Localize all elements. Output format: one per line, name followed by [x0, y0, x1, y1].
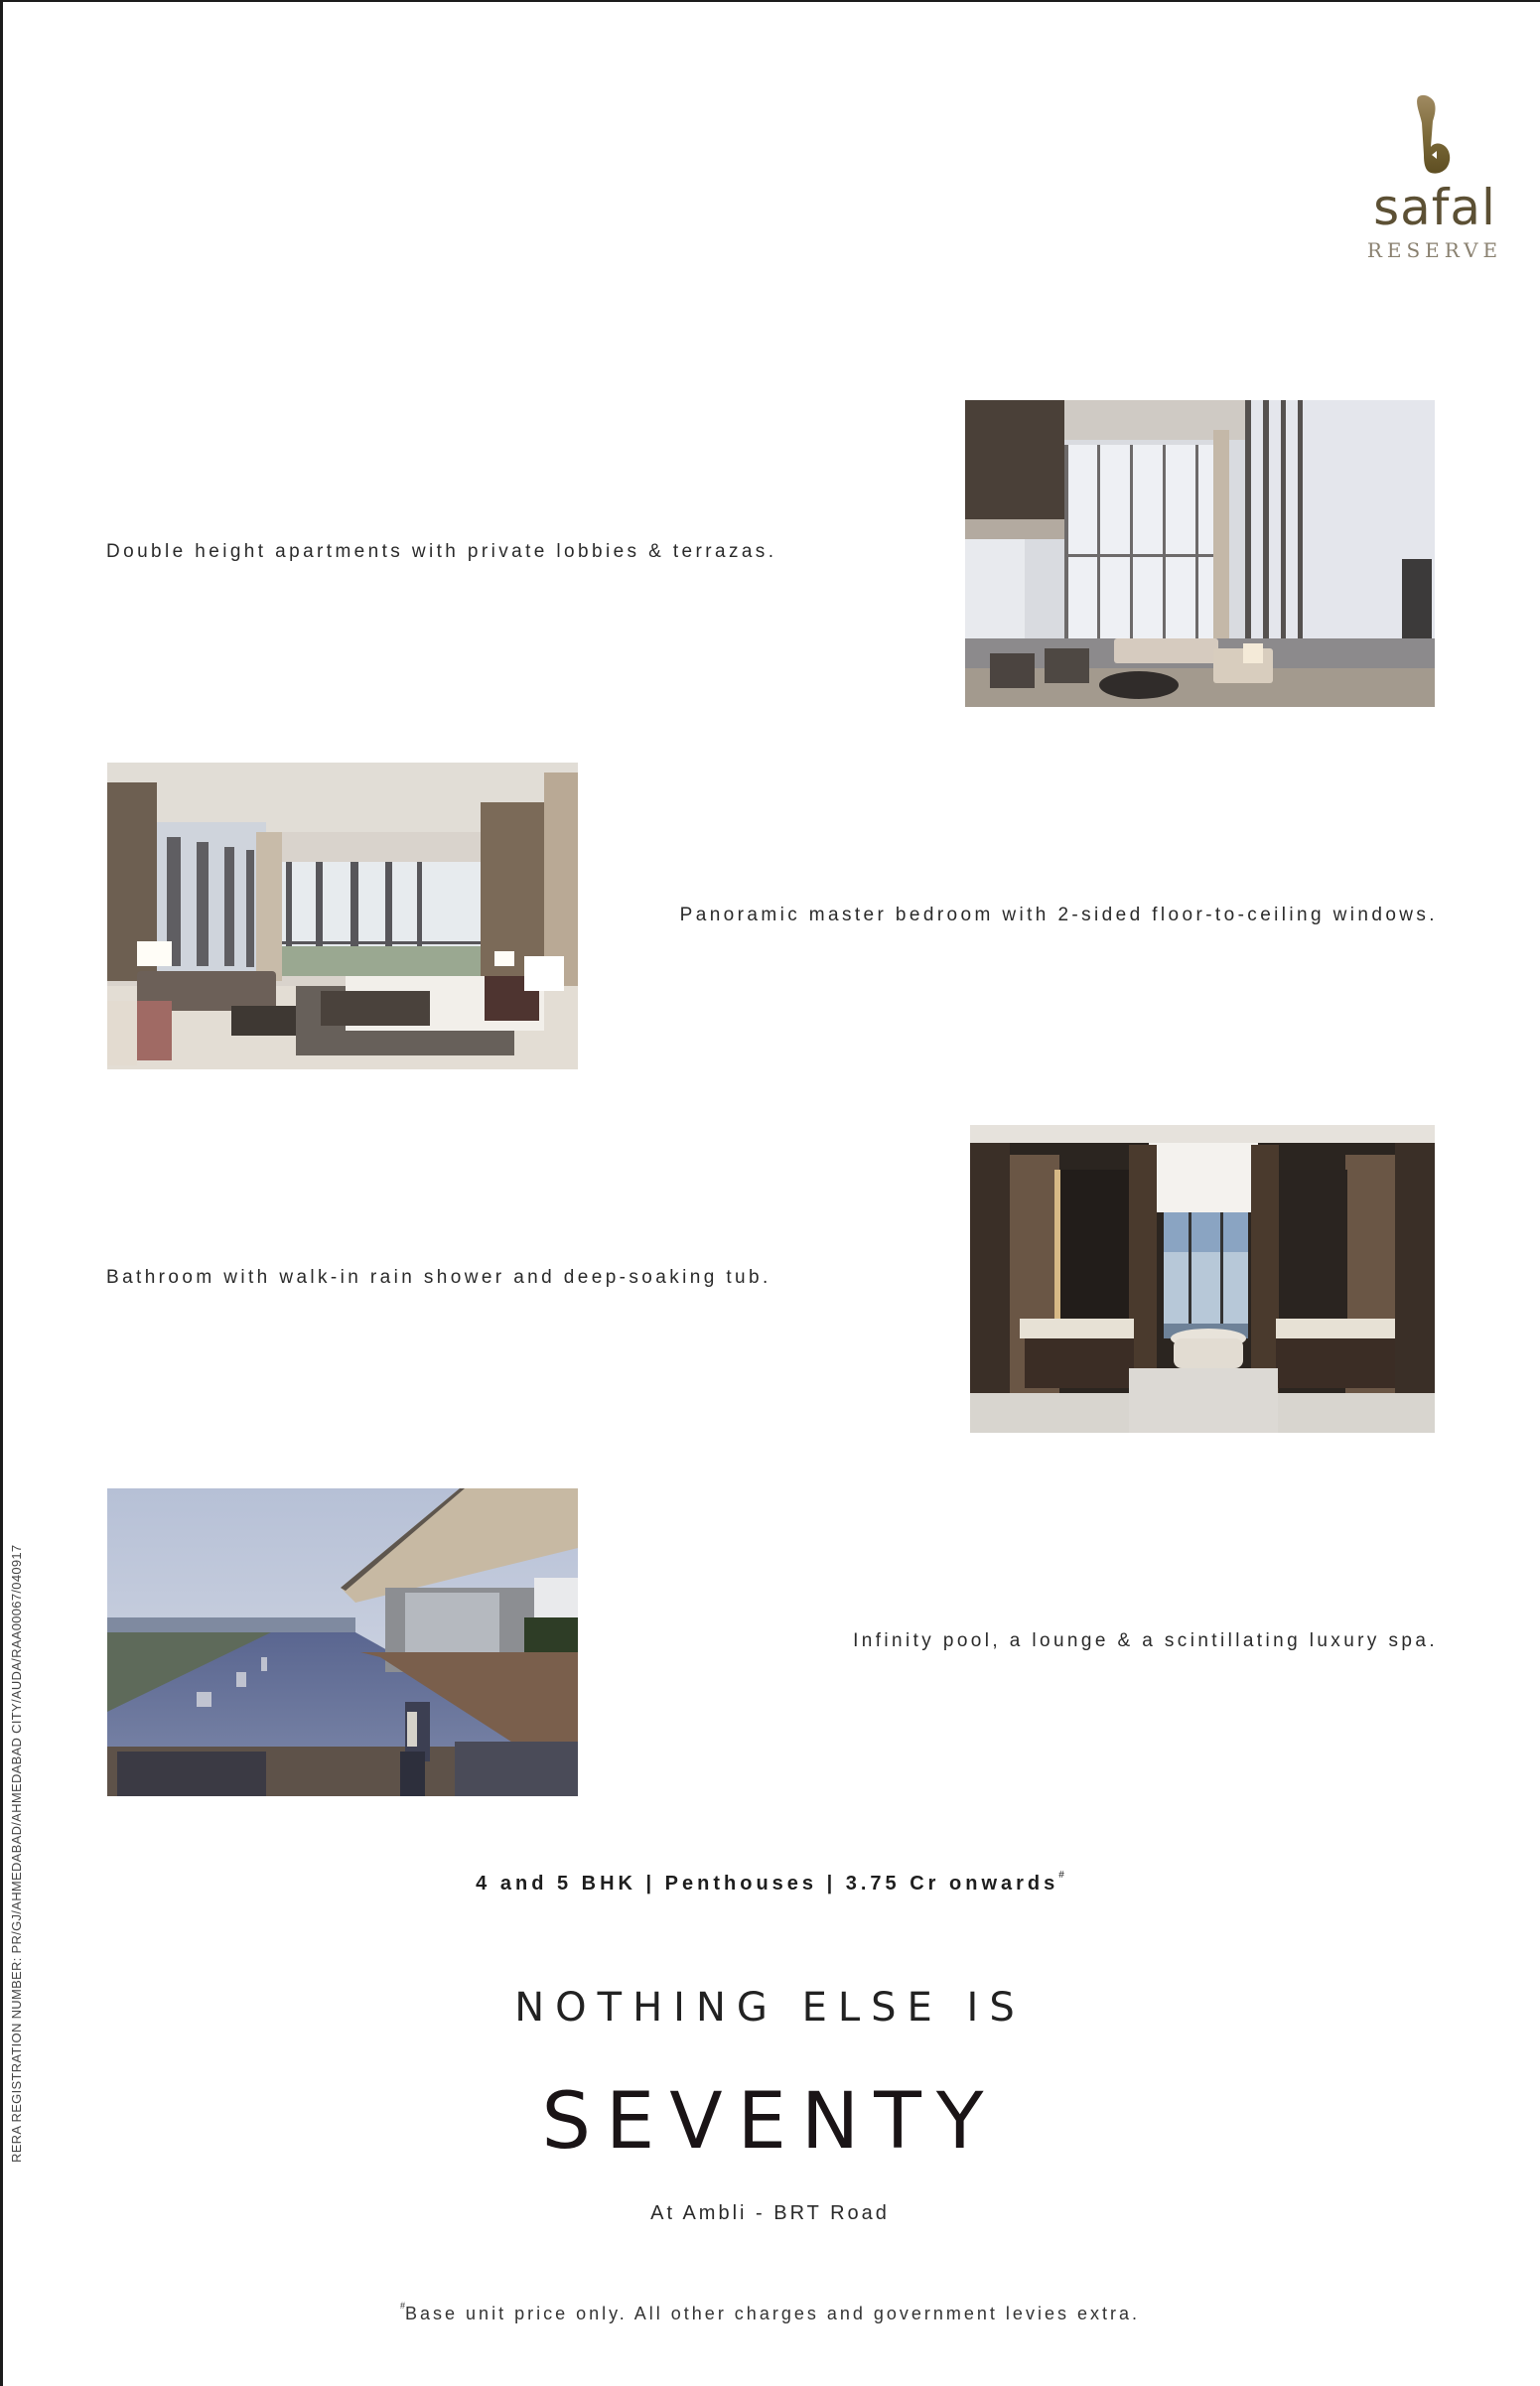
brand-subname: RESERVE — [1366, 238, 1503, 262]
brand-logo — [1360, 89, 1509, 268]
feature-1-photo-living-room — [965, 400, 1435, 707]
location: At Ambli - BRT Road — [650, 2202, 890, 2224]
disclaimer — [0, 2301, 1540, 2324]
tagline: NOTHING ELSE IS — [514, 1985, 1026, 2031]
disclaimer-text: Base unit price only. All other charges and government levies extra. — [405, 2304, 1140, 2323]
feature-4-photo-infinity-pool — [107, 1488, 578, 1796]
price-footnote-marker: # — [1058, 1870, 1064, 1882]
disclaimer-marker: # — [400, 2301, 406, 2311]
price-line — [0, 1870, 1540, 1895]
feature-2-photo-master-bedroom — [107, 763, 578, 1069]
brand-name: safal — [1373, 179, 1496, 236]
feature-2-caption: Panoramic master bedroom with 2-sided floor-to-ceiling windows. — [679, 905, 1438, 925]
frame-top-border — [0, 0, 1540, 2]
feature-3-photo-bathroom — [970, 1125, 1435, 1433]
rera-registration: RERA REGISTRATION NUMBER: PR/GJ/AHMEDABAD/AHMEDABAD CITY/AUDA/RAA00067/040917 — [9, 1544, 24, 2163]
brushstroke-b-logo-icon — [1410, 93, 1456, 177]
feature-4-caption: Infinity pool, a lounge & a scintillating luxury spa. — [853, 1630, 1438, 1651]
feature-3-caption: Bathroom with walk-in rain shower and deep-soaking tub. — [106, 1267, 771, 1288]
price-text: 4 and 5 BHK | Penthouses | 3.75 Cr onwards — [476, 1873, 1059, 1895]
feature-1-caption: Double height apartments with private lobbies & terrazas. — [106, 541, 777, 562]
headline: SEVENTY — [541, 2077, 999, 2167]
